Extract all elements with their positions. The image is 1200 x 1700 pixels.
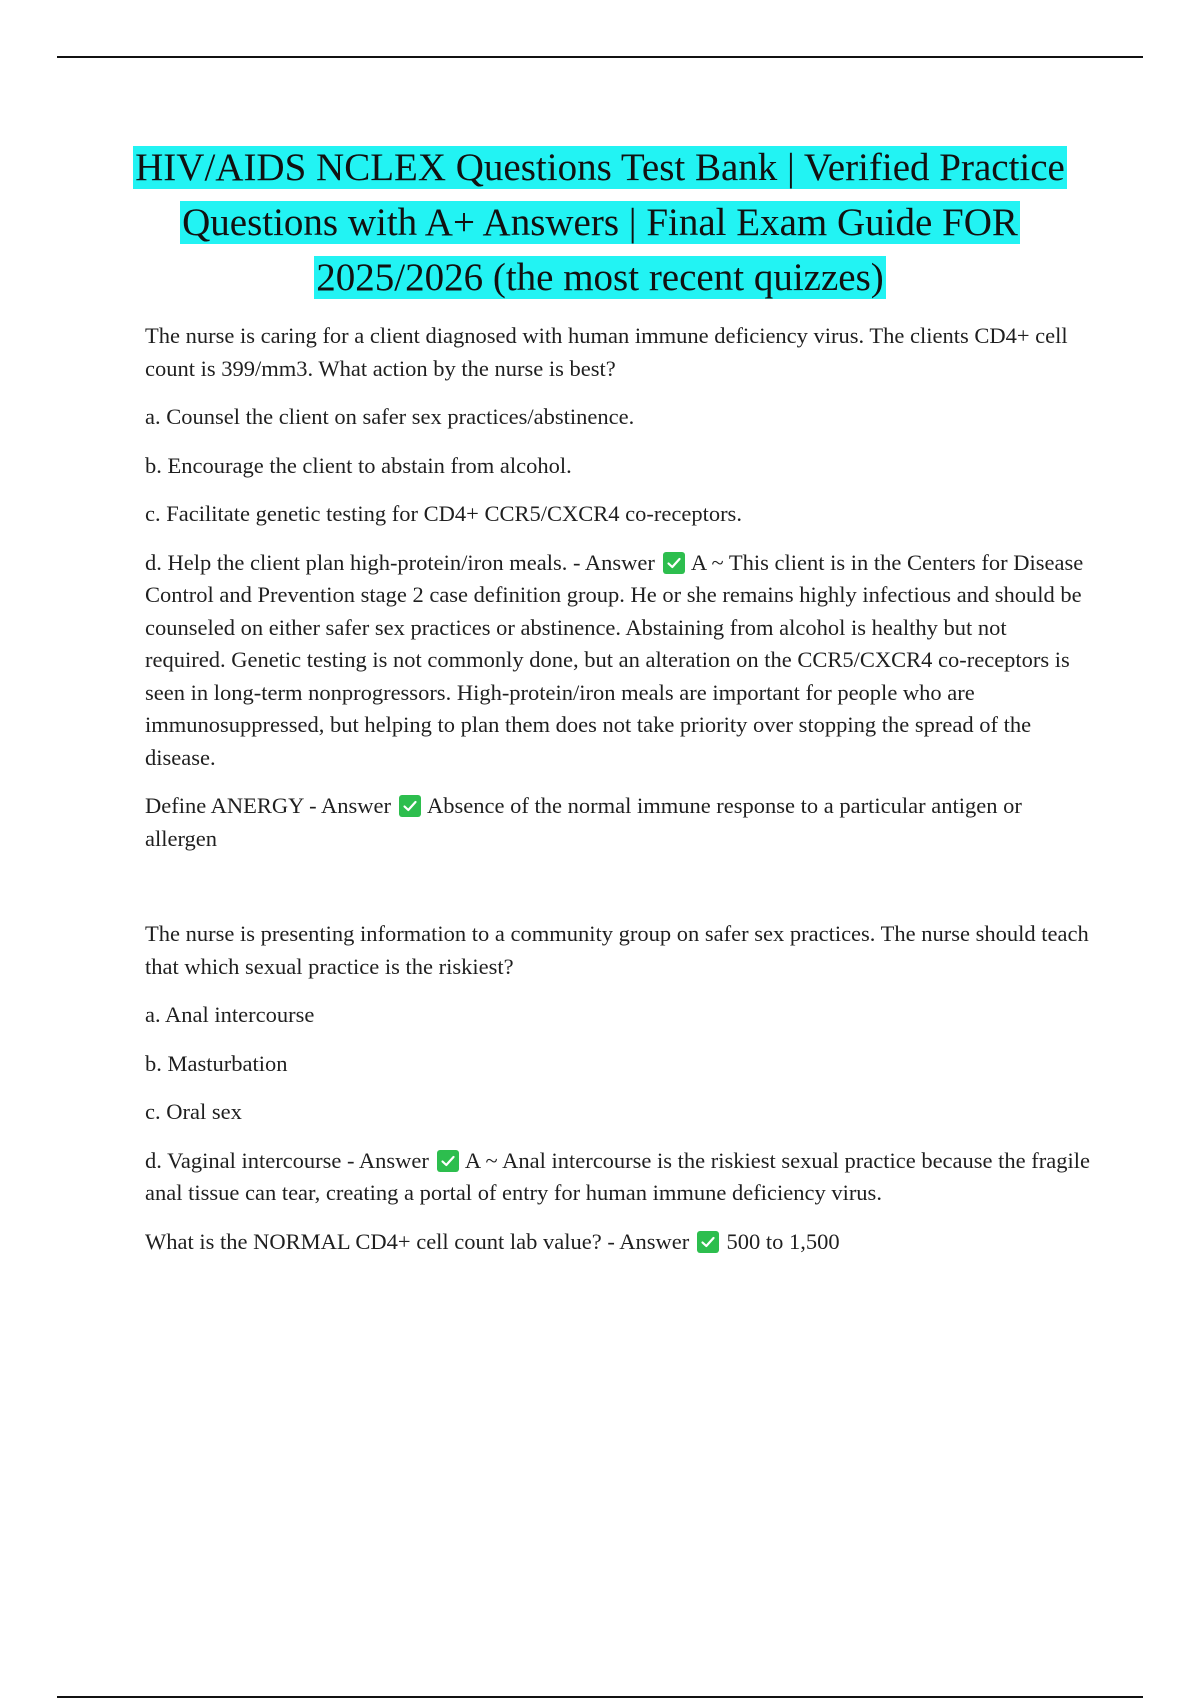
check-mark-icon <box>697 1231 719 1253</box>
title-highlight: HIV/AIDS NCLEX Questions Test Bank | Verified Practice Questions with A+ Answers | Final Exam Guide FOR 2025/2026 (the most recent quizzes) <box>135 146 1065 299</box>
q1-option-b: b. Encourage the client to abstain from alcohol. <box>145 452 572 478</box>
q2-stem: Define ANERGY - Answer <box>145 793 391 818</box>
check-mark-icon <box>399 795 421 817</box>
q3-answer: A ~ Anal intercourse is the riskiest sexual practice because the fragile anal tissue can tear, creating a portal of entry for human immune deficiency virus. <box>145 1147 1090 1205</box>
q1-stem: The nurse is caring for a client diagnosed with human immune deficiency virus. The clients CD4+ cell count is 399/mm3. What action by the nurse is best? <box>145 323 1068 381</box>
check-mark-icon <box>437 1150 459 1172</box>
q1-option-d: d. Help the client plan high-protein/iron meals. - Answer <box>145 549 655 575</box>
q2-answer: Absence of the normal immune response to a particular antigen or allergen <box>145 793 1022 851</box>
q1-option-c: c. Facilitate genetic testing for CD4+ CCR5/CXCR4 co-receptors. <box>145 501 742 526</box>
q4-question <box>145 1226 1090 1259</box>
q3-option-b: b. Masturbation <box>145 1050 288 1076</box>
q3-option-d: d. Vaginal intercourse - Answer <box>145 1147 429 1173</box>
q1-option-d-answer <box>145 547 1090 775</box>
question-content <box>145 320 1090 1274</box>
q2-definition <box>145 790 1090 855</box>
q1-option-a: a. Counsel the client on safer sex practices/abstinence. <box>145 404 635 429</box>
bottom-rule <box>57 1696 1143 1698</box>
q3-option-c: c. Oral sex <box>145 1099 242 1124</box>
q3-option-a: a. Anal intercourse <box>145 1002 315 1027</box>
check-mark-icon <box>663 552 685 574</box>
q4-stem: What is the NORMAL CD4+ cell count lab value? - Answer <box>145 1228 690 1254</box>
q4-answer: 500 to 1,500 <box>726 1228 840 1254</box>
q3-stem: The nurse is presenting information to a community group on safer sex practices. The nurse should teach that which sexual practice is the riskiest? <box>145 921 1089 979</box>
page-title <box>120 140 1080 305</box>
q1-answer: A ~ This client is in the Centers for Disease Control and Prevention stage 2 case definition group. He or she remains highly infectious and should be counseled on either safer sex practices or abstinence. Abstaining from alcohol is healthy but not required. Genetic testing is not commonly done, but an alteration on the CCR5/CXCR4 co-receptors is seen in long-term nonprogressors. High-protein/iron meals are important for people who are immunosuppressed, but helping to plan them does not take priority over stopping the spread of the disease. <box>145 549 1084 770</box>
top-rule <box>57 56 1143 58</box>
q3-option-d-answer <box>145 1145 1090 1210</box>
